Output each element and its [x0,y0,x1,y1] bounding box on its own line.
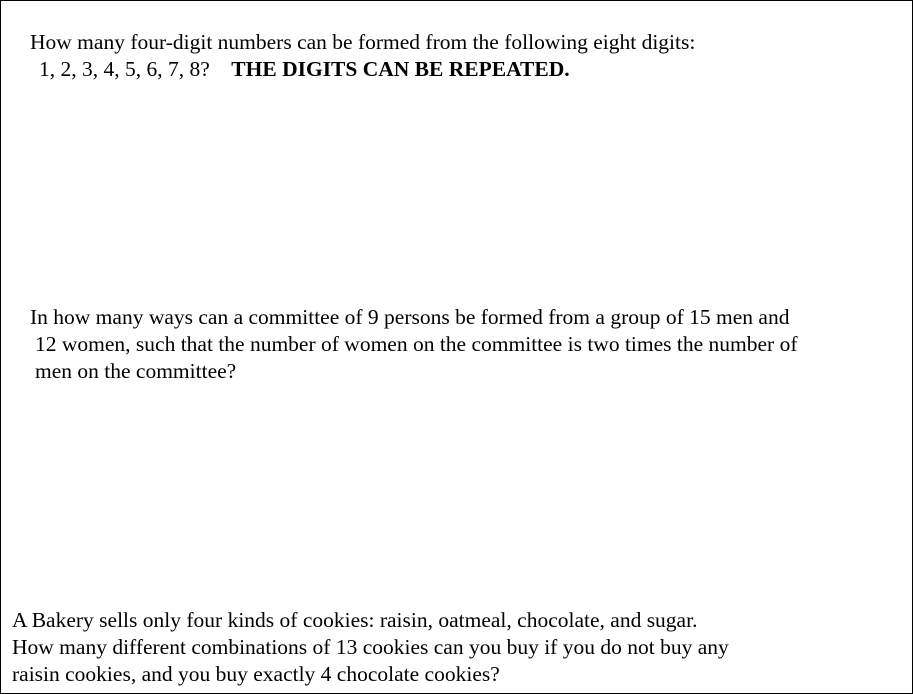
question-1 [30,29,695,83]
question-2-line-1: In how many ways can a committee of 9 persons be formed from a group of 15 men and [30,305,790,329]
question-2-line-3: men on the committee? [35,359,237,383]
question-1-digits: 1, 2, 3, 4, 5, 6, 7, 8? [39,57,210,81]
question-2 [30,304,798,385]
question-3-line-3: raisin cookies, and you buy exactly 4 chocolate cookies? [12,662,500,686]
question-1-emphasis: THE DIGITS CAN BE REPEATED. [231,57,570,81]
question-2-line-2: 12 women, such that the number of women on the committee is two times the number of [35,332,798,356]
question-3-line-1: A Bakery sells only four kinds of cookies: raisin, oatmeal, chocolate, and sugar. [12,608,698,632]
question-3-line-2: How many different combinations of 13 cookies can you buy if you do not buy any [12,635,729,659]
question-1-line-2 [30,56,695,83]
question-3 [12,607,729,688]
question-1-line-1: How many four-digit numbers can be formed from the following eight digits: [30,30,696,54]
